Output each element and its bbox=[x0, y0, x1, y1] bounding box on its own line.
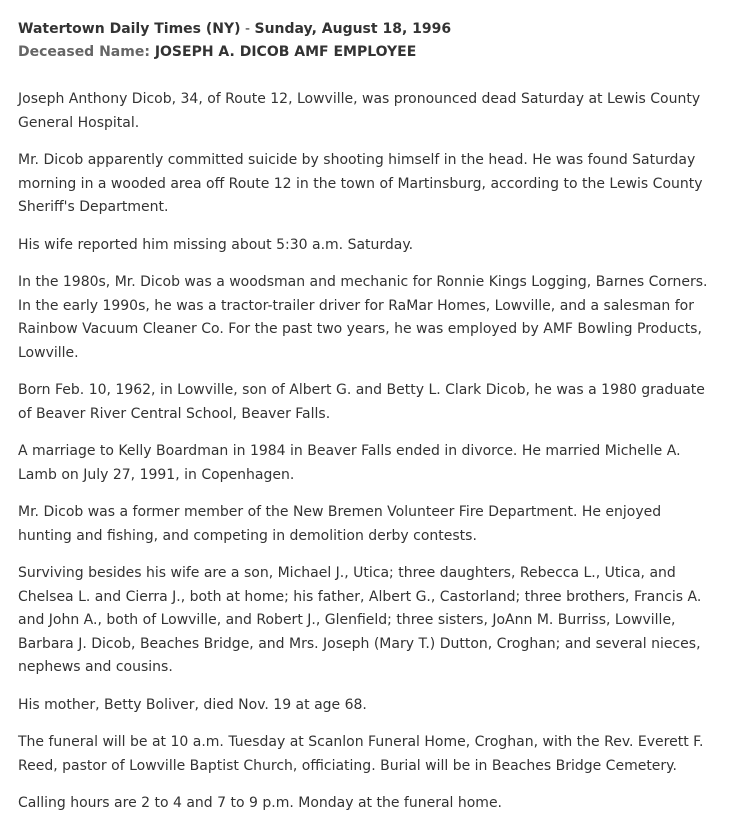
deceased-line bbox=[18, 43, 718, 62]
paragraph: His mother, Betty Boliver, died Nov. 19 at age 68. bbox=[18, 696, 367, 713]
obituary-body bbox=[18, 88, 718, 816]
paragraph: Mr. Dicob apparently committed suicide by shooting himself in the head. He was found Saturday morning in a wooded area off Route 12 in the town of Martinsburg, according to the Lewis County Sheriff's Department. bbox=[18, 152, 703, 215]
publication-date: Sunday, August 18, 1996 bbox=[254, 21, 452, 37]
paragraph: A marriage to Kelly Boardman in 1984 in Beaver Falls ended in divorce. He married Michelle A. Lamb on July 27, 1991, in Copenhagen. bbox=[18, 443, 681, 483]
paragraph: His wife reported him missing about 5:30 a.m. Saturday. bbox=[18, 236, 414, 253]
publication-line bbox=[18, 20, 718, 39]
title-separator: - bbox=[240, 21, 255, 37]
paragraph: The funeral will be at 10 a.m. Tuesday at Scanlon Funeral Home, Croghan, with the Rev. Everett F. Reed, pastor of Lowville Baptist Church, officiating. Burial will be in Beaches Bridge Cemetery. bbox=[18, 734, 704, 774]
deceased-name: JOSEPH A. DICOB AMF EMPLOYEE bbox=[154, 44, 417, 60]
paragraph: Calling hours are 2 to 4 and 7 to 9 p.m. Monday at the funeral home. bbox=[18, 795, 503, 811]
paragraph: Born Feb. 10, 1962, in Lowville, son of Albert G. and Betty L. Clark Dicob, he was a 1980 graduate of Beaver River Central School, Beaver Falls. bbox=[18, 382, 705, 422]
publication-name: Watertown Daily Times (NY) bbox=[18, 21, 241, 37]
deceased-label: Deceased Name: bbox=[18, 44, 150, 60]
paragraph: Joseph Anthony Dicob, 34, of Route 12, Lowville, was pronounced dead Saturday at Lewis County General Hospital. bbox=[18, 91, 701, 131]
paragraph: Surviving besides his wife are a son, Michael J., Utica; three daughters, Rebecca L., Utica, and Chelsea L. and Cierra J., both at home; his father, Albert G., Castorland; three brothers, Francis A. and John A., both of Lowville, and Robert J., Glenfield; three sisters, JoAnn M. Burriss, Lowville, Barbara J. Dicob, Beaches Bridge, and Mrs. Joseph (Mary T.) Dutton, Croghan; and several nieces, nephews and cousins. bbox=[18, 565, 702, 675]
paragraph: In the 1980s, Mr. Dicob was a woodsman and mechanic for Ronnie Kings Logging, Barnes Corners. In the early 1990s, he was a tractor-trailer driver for RaMar Homes, Lowville, and a salesman for Rainbow Vacuum Cleaner Co. For the past two years, he was employed by AMF Bowling Products, Lowville. bbox=[18, 274, 708, 361]
paragraph: Mr. Dicob was a former member of the New Bremen Volunteer Fire Department. He enjoyed hunting and fishing, and competing in demolition derby contests. bbox=[18, 504, 662, 544]
